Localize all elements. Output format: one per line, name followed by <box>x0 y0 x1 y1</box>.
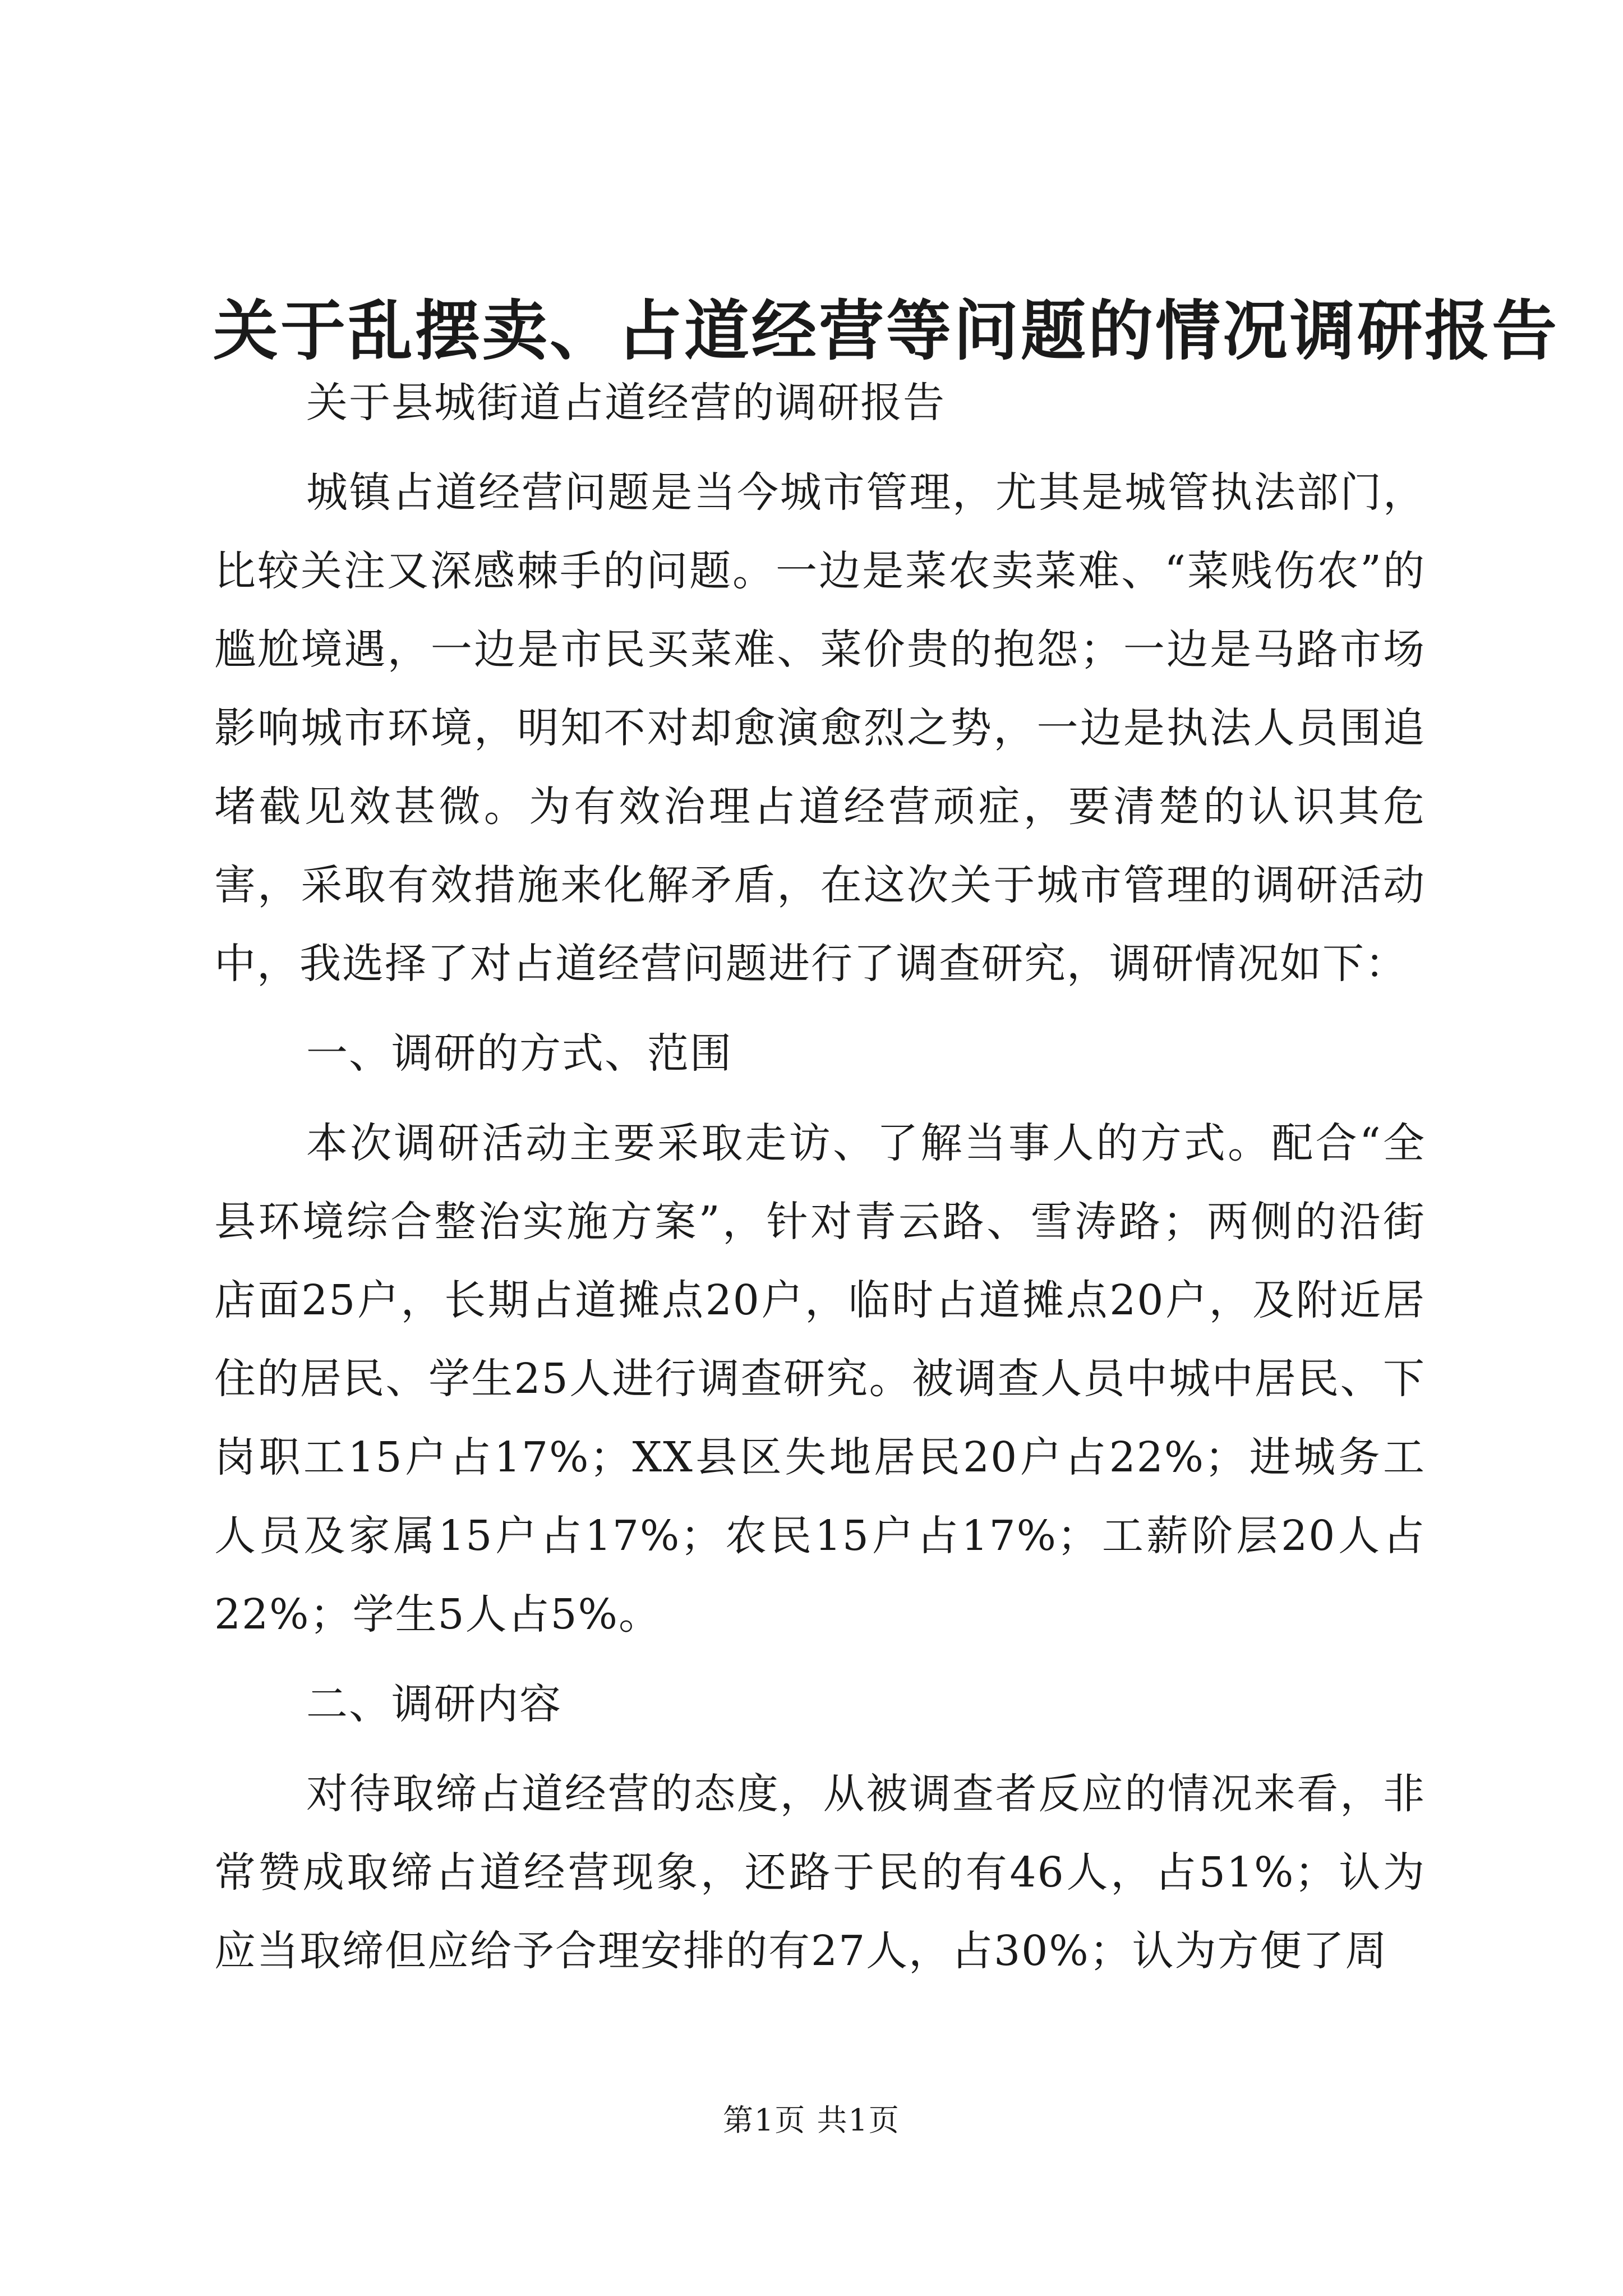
page-footer: 第1页 共1页 <box>723 2102 900 2138</box>
intro-paragraph: 城镇占道经营问题是当今城市管理，尤其是城管执法部门，比较关注又深感棘手的问题。一边是菜农卖菜难、“菜贱伤农”的尴尬境遇，一边是市民买菜难、菜价贵的抱怨；一边是马路市场影响城市环境，明知不对却愈演愈烈之势，一边是执法人员围追堵截见效甚微。为有效治理占道经营顽症，要清楚的认识其危害，采取有效措施来化解矛盾，在这次关于城市管理的调研活动中，我选择了对占道经营问题进行了调查研究，调研情况如下： <box>214 468 1426 988</box>
page-title: 关于乱摆卖、占道经营等问题的情况调研报告 <box>213 293 1559 369</box>
document-body <box>214 364 1426 1990</box>
section-heading-content: 二、调研内容 <box>306 1680 562 1728</box>
content-paragraph: 对待取缔占道经营的态度，从被调查者反应的情况来看，非常赞成取缔占道经营现象，还路于民的有46人，占51%；认为应当取缔但应给予合理安排的有27人，占30%；认为方便了周 <box>214 1770 1426 1975</box>
section-heading-method: 一、调研的方式、范围 <box>306 1029 732 1078</box>
report-subtitle: 关于县城街道占道经营的调研报告 <box>306 379 946 427</box>
method-paragraph: 本次调研活动主要采取走访、了解当事人的方式。配合“全县环境综合整治实施方案”，针对青云路、雪涛路；两侧的沿街店面25户，长期占道摊点20户，临时占道摊点20户，及附近居住的居民、学生25人进行调查研究。被调查人员中城中居民、下岗职工15户占17%；XX县区失地居民20户占22%；进城务工人员及家属15户占17%；农民15户占17%；工薪阶层20人占22%；学生5人占5%。 <box>214 1119 1426 1639</box>
